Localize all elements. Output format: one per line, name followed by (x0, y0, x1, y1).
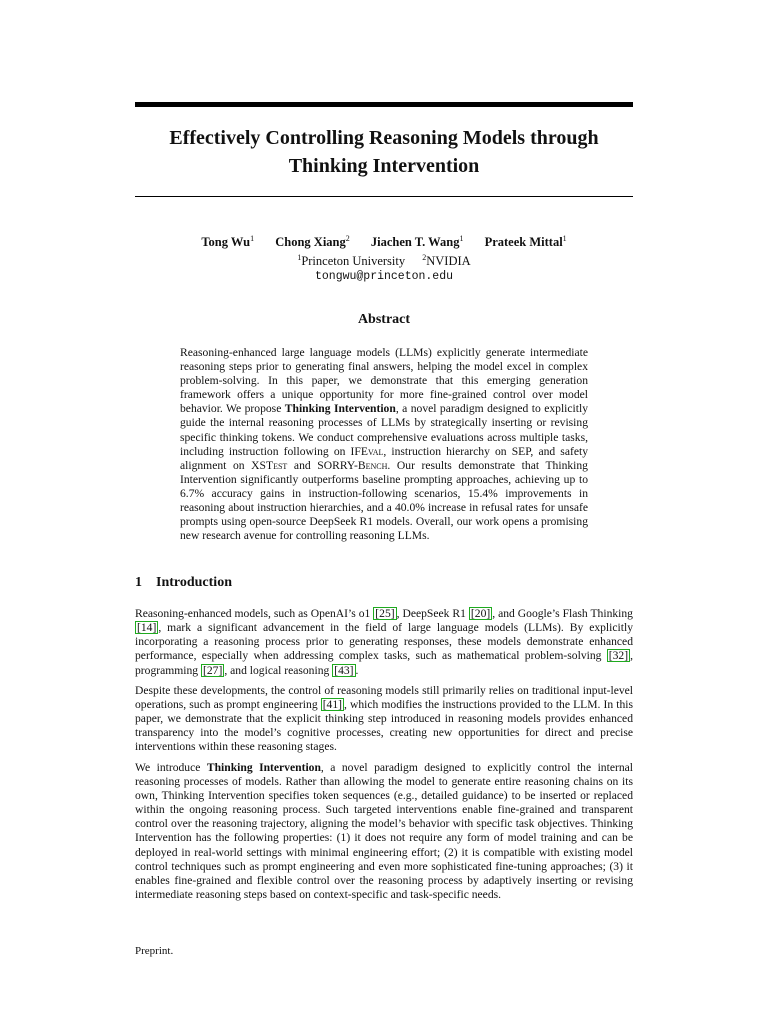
author: Tong Wu$^1$ (201, 234, 255, 249)
author: Jiachen T. Wang$^1$ (370, 234, 464, 249)
author-email[interactable]: tongwu@princeton.edu (314, 270, 454, 283)
title-top-rule (135, 102, 633, 107)
citation-link[interactable]: [25] (375, 607, 395, 620)
title-line-1: Effectively Controlling Reasoning Models through (169, 127, 599, 149)
affiliation: $^1$Princeton University (297, 253, 406, 268)
author-block (135, 231, 633, 285)
footer-note: Preprint. (135, 945, 174, 957)
title-bottom-rule (135, 196, 633, 197)
citation-link[interactable]: [41] (322, 697, 343, 711)
citation-link[interactable]: [14] (137, 621, 157, 635)
title-line-2: Thinking Intervention (288, 155, 480, 177)
citation-link[interactable]: [32] (608, 649, 629, 663)
citation-link[interactable]: [20] (470, 607, 491, 620)
bold-term: Thinking Intervention (284, 402, 396, 416)
paragraph: Despite these developments, the control of reasoning models still primarily relies on traditional input-level operations, such as prompt engineering [41] , which modifies the instructions provided to the LLM. In this paper, we demonstrate that the explicit thinking step introduced in reasoning models provides enhanced transparency into the model’s cognitive processes, creating new opportunities for direct and precise interventions within these reasoning stages. (135, 683, 633, 754)
section-heading (135, 575, 232, 591)
author-names (135, 231, 633, 250)
affiliation: $^2$NVIDIA (422, 253, 471, 268)
citation-link[interactable]: [27] (203, 663, 223, 677)
abstract-body: Reasoning-enhanced large language models (LLMs) explicitly generate intermediate reasoning steps prior to generating final answers, helping the model excel in complex problem-solving. In this paper, we demonstrate that this emerging generation framework offers a unique opportunity for more fine-grained control over model behavior. We propose Thinking Intervention, a novel paradigm designed to explicitly guide the internal reasoning processes of LLMs by strategically inserting or revising specific thinking tokens. We conduct comprehensive evaluations across multiple tasks, including instruction following on IFEval, instruction hierarchy on SEP, and safety alignment on XSTest and SORRY-Bench. Our results demonstrate that Thinking Intervention significantly outperforms baseline prompting approaches, achieving up to 6.7% accuracy gains in instruction-following scenarios, 15.4% improvements in reasoning about instruction hierarchies, and a 40.0% increase in refusal rates for unsafe prompts using open-source DeepSeek R1 models. Overall, our work opens a promising new research avenue for controlling reasoning LLMs. (180, 346, 589, 543)
abstract-heading: Abstract (357, 312, 411, 327)
affiliations (135, 250, 633, 269)
introduction-body (135, 607, 633, 908)
citation-link[interactable]: [43] (334, 663, 354, 677)
bold-term: Thinking Intervention (206, 760, 321, 774)
author: Prateek Mittal$^1$ (484, 234, 567, 249)
author: Chong Xiang$^2$ (275, 234, 350, 249)
section-number: 1 (135, 575, 142, 590)
section-title: Introduction (156, 575, 232, 590)
paragraph: We introduce Thinking Intervention, a novel paradigm designed to explicitly control the internal reasoning processes of models. Rather than allowing the model to generate entire reasoning chains on its own, Thinking Intervention specifies token sequences (e.g., detailed guidance) to be inserted or replaced within the ongoing reasoning process. Such targeted interventions enable fine-grained and transparent control over the reasoning trajectory, aligning the model’s behavior with specific task objectives. Thinking Intervention has the following properties: (1) it does not require any form of model training and can be deployed in real-world settings with minimal engineering effort; (2) it is compatible with existing model control techniques such as prompt engineering and even more sophisticated fine-tuning approaches; (3) it enables fine-grained and flexible control over the reasoning process by adaptively inserting or revising intermediate reasoning steps based on context-specific and task-specific needs. (135, 760, 633, 901)
paper-title (135, 124, 633, 180)
paragraph: Reasoning-enhanced models, such as OpenAI’s o1 [25] , DeepSeek R1 [20] , and Google’s Flash Thinking [14] , mark a significant advancement in the field of large language models (LLMs). By explicitly incorporating a reasoning process prior to generating responses, these models demonstrate enhanced performance, especially when addressing complex tasks, such as mathematical problem-solving [32] , programming [27] , and logical reasoning [43] . (135, 607, 633, 677)
